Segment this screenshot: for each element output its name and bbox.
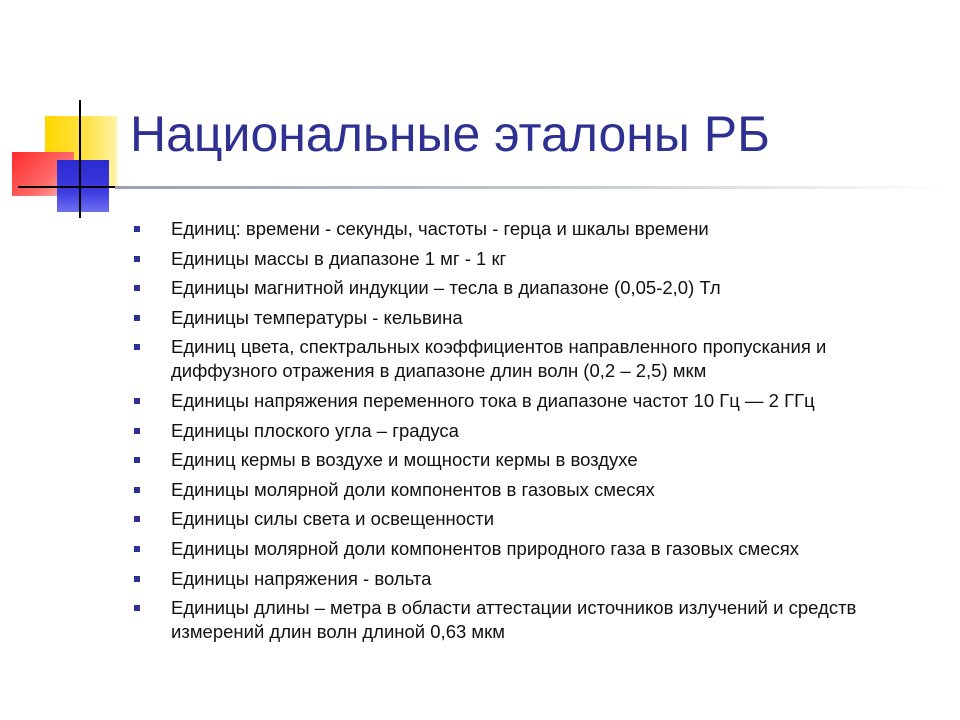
bullet-square-icon: [134, 315, 140, 321]
list-item: [134, 247, 934, 271]
bullet-square-icon: [134, 546, 140, 552]
list-item: [134, 217, 934, 241]
bullet-square-icon: [134, 457, 140, 463]
logo-vertical-line: [79, 100, 81, 218]
list-item-text: Единицы магнитной индукции – тесла в диапазоне (0,05-2,0) Тл: [171, 277, 721, 299]
list-item: [134, 276, 934, 300]
list-item-text: Единицы температуры - кельвина: [171, 306, 463, 328]
list-item: [134, 448, 934, 472]
bullet-list: [134, 217, 934, 650]
bullet-square-icon: [134, 256, 140, 262]
list-item-text: Единицы напряжения - вольта: [171, 567, 432, 589]
list-item-text: Единицы молярной доли компонентов в газовых смесях: [171, 478, 655, 500]
list-item: [134, 567, 934, 591]
bullet-square-icon: [134, 226, 140, 232]
bullet-square-icon: [134, 428, 140, 434]
list-item: [134, 335, 934, 383]
list-item: [134, 389, 934, 413]
list-item-text: Единиц: времени - секунды, частоты - герца и шкалы времени: [171, 218, 709, 239]
bullet-square-icon: [134, 516, 140, 522]
list-item-text: Единицы длины – метра в области аттестации источников излучений и средств измерений длин волн длиной 0,63 мкм: [171, 597, 857, 643]
list-item: [134, 537, 934, 561]
bullet-square-icon: [134, 605, 140, 611]
list-item-text: Единицы массы в диапазоне 1 мг - 1 кг: [171, 247, 507, 269]
list-item-text: Единицы силы света и освещенности: [171, 508, 495, 530]
bullet-square-icon: [134, 398, 140, 404]
bullet-square-icon: [134, 576, 140, 582]
list-item-text: Единиц кермы в воздухе и мощности кермы в воздухе: [171, 449, 638, 471]
list-item: [134, 596, 934, 644]
list-item: [134, 478, 934, 502]
bullet-square-icon: [134, 285, 140, 291]
list-item-text: Единиц цвета, спектральных коэффициентов направленного пропускания и диффузного отражения в диапазоне длин волн (0,2 – 2,5) мкм: [171, 336, 827, 382]
list-item: [134, 419, 934, 443]
list-item-text: Единицы плоского угла – градуса: [171, 419, 459, 441]
list-item: [134, 306, 934, 330]
list-item-text: Единицы молярной доли компонентов природного газа в газовых смесях: [171, 537, 799, 559]
bullet-square-icon: [134, 344, 140, 350]
slide-title: Национальные эталоны РБ: [130, 106, 770, 162]
list-item: [134, 507, 934, 531]
list-item-text: Единицы напряжения переменного тока в диапазоне частот 10 Гц — 2 ГГц: [171, 389, 815, 411]
title-underline: [115, 186, 945, 189]
bullet-square-icon: [134, 487, 140, 493]
